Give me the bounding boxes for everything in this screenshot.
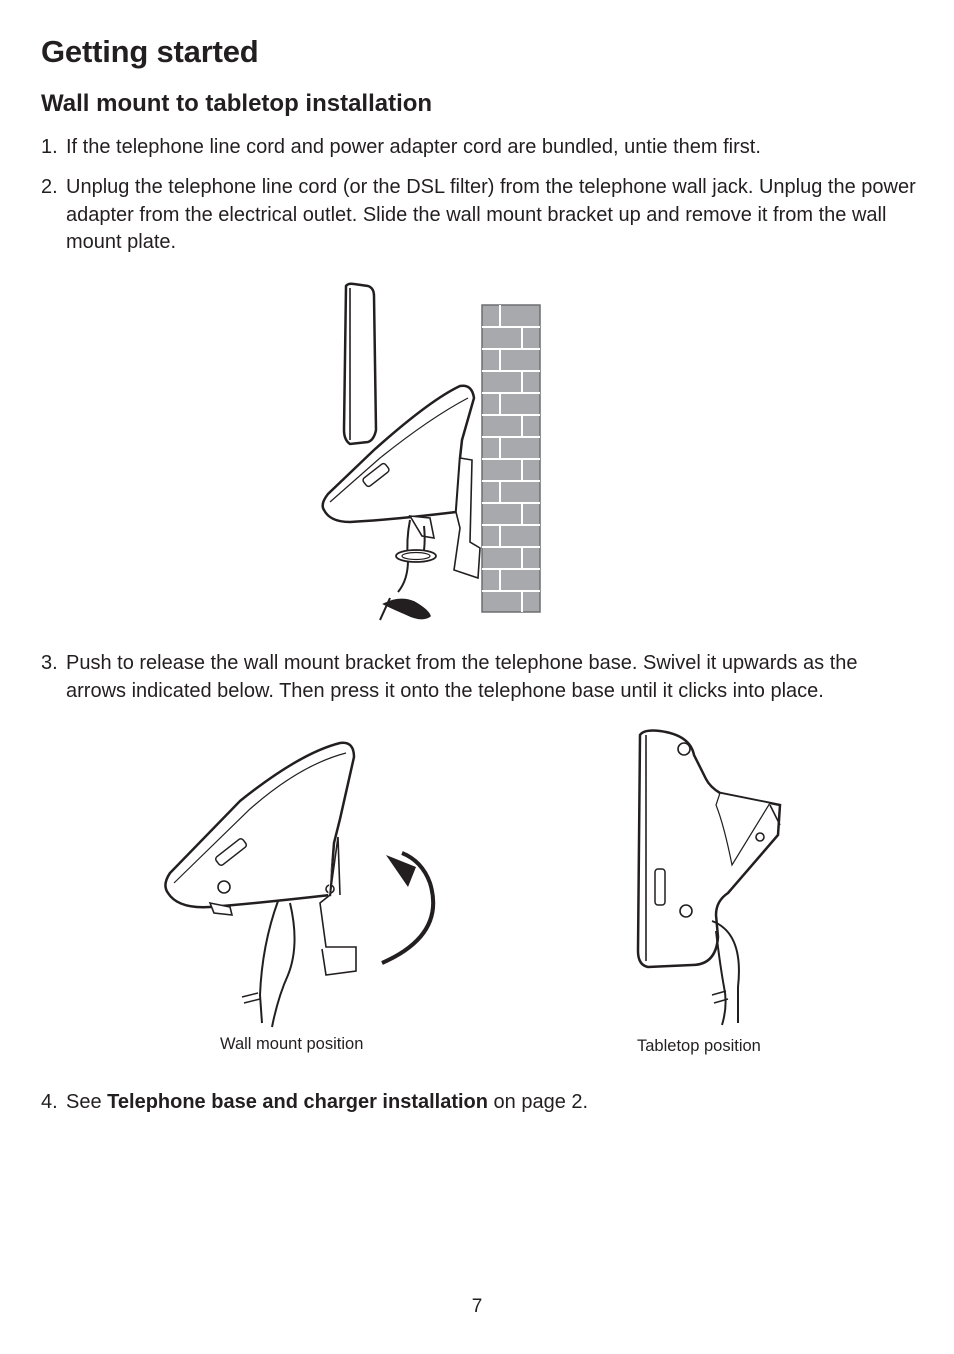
wall-mount-position-illustration: [150, 735, 450, 1030]
step-3: [41, 650, 921, 705]
wall-mount-caption: Wall mount position: [220, 1035, 364, 1053]
step-text: Unplug the telephone line cord (or the DSL filter) from the telephone wall jack. Unplug the power adapter from the electrical outlet. Slide the wall mount bracket up and remove it from the wall mount plate.: [66, 176, 916, 253]
step-text: If the telephone line cord and power adapter cord are bundled, untie them first.: [66, 136, 761, 158]
tabletop-position-illustration: [620, 725, 800, 1030]
step-2: [41, 174, 921, 257]
step-1: [41, 134, 921, 162]
tabletop-caption: Tabletop position: [637, 1037, 761, 1055]
step-4: [41, 1089, 921, 1117]
step-text: [66, 1089, 921, 1117]
page-title: Getting started: [41, 34, 259, 69]
step-text-post: on page 2.: [488, 1091, 589, 1113]
step-text: Push to release the wall mount bracket from the telephone base. Swivel it upwards as the arrows indicated below. Then press it onto the telephone base until it clicks into place.: [66, 652, 858, 702]
step-number: 1.: [41, 136, 58, 158]
wall-mounted-phone-illustration: [310, 280, 550, 630]
section-title: Wall mount to tabletop installation: [41, 90, 433, 117]
step-number: 4.: [41, 1091, 58, 1113]
step-text-pre: See: [66, 1091, 108, 1113]
step-number: 2.: [41, 176, 58, 198]
cross-reference: Telephone base and charger installation: [107, 1091, 488, 1113]
page-number: 7: [471, 1296, 483, 1317]
step-number: 3.: [41, 652, 58, 674]
brick-wall: [482, 305, 540, 612]
